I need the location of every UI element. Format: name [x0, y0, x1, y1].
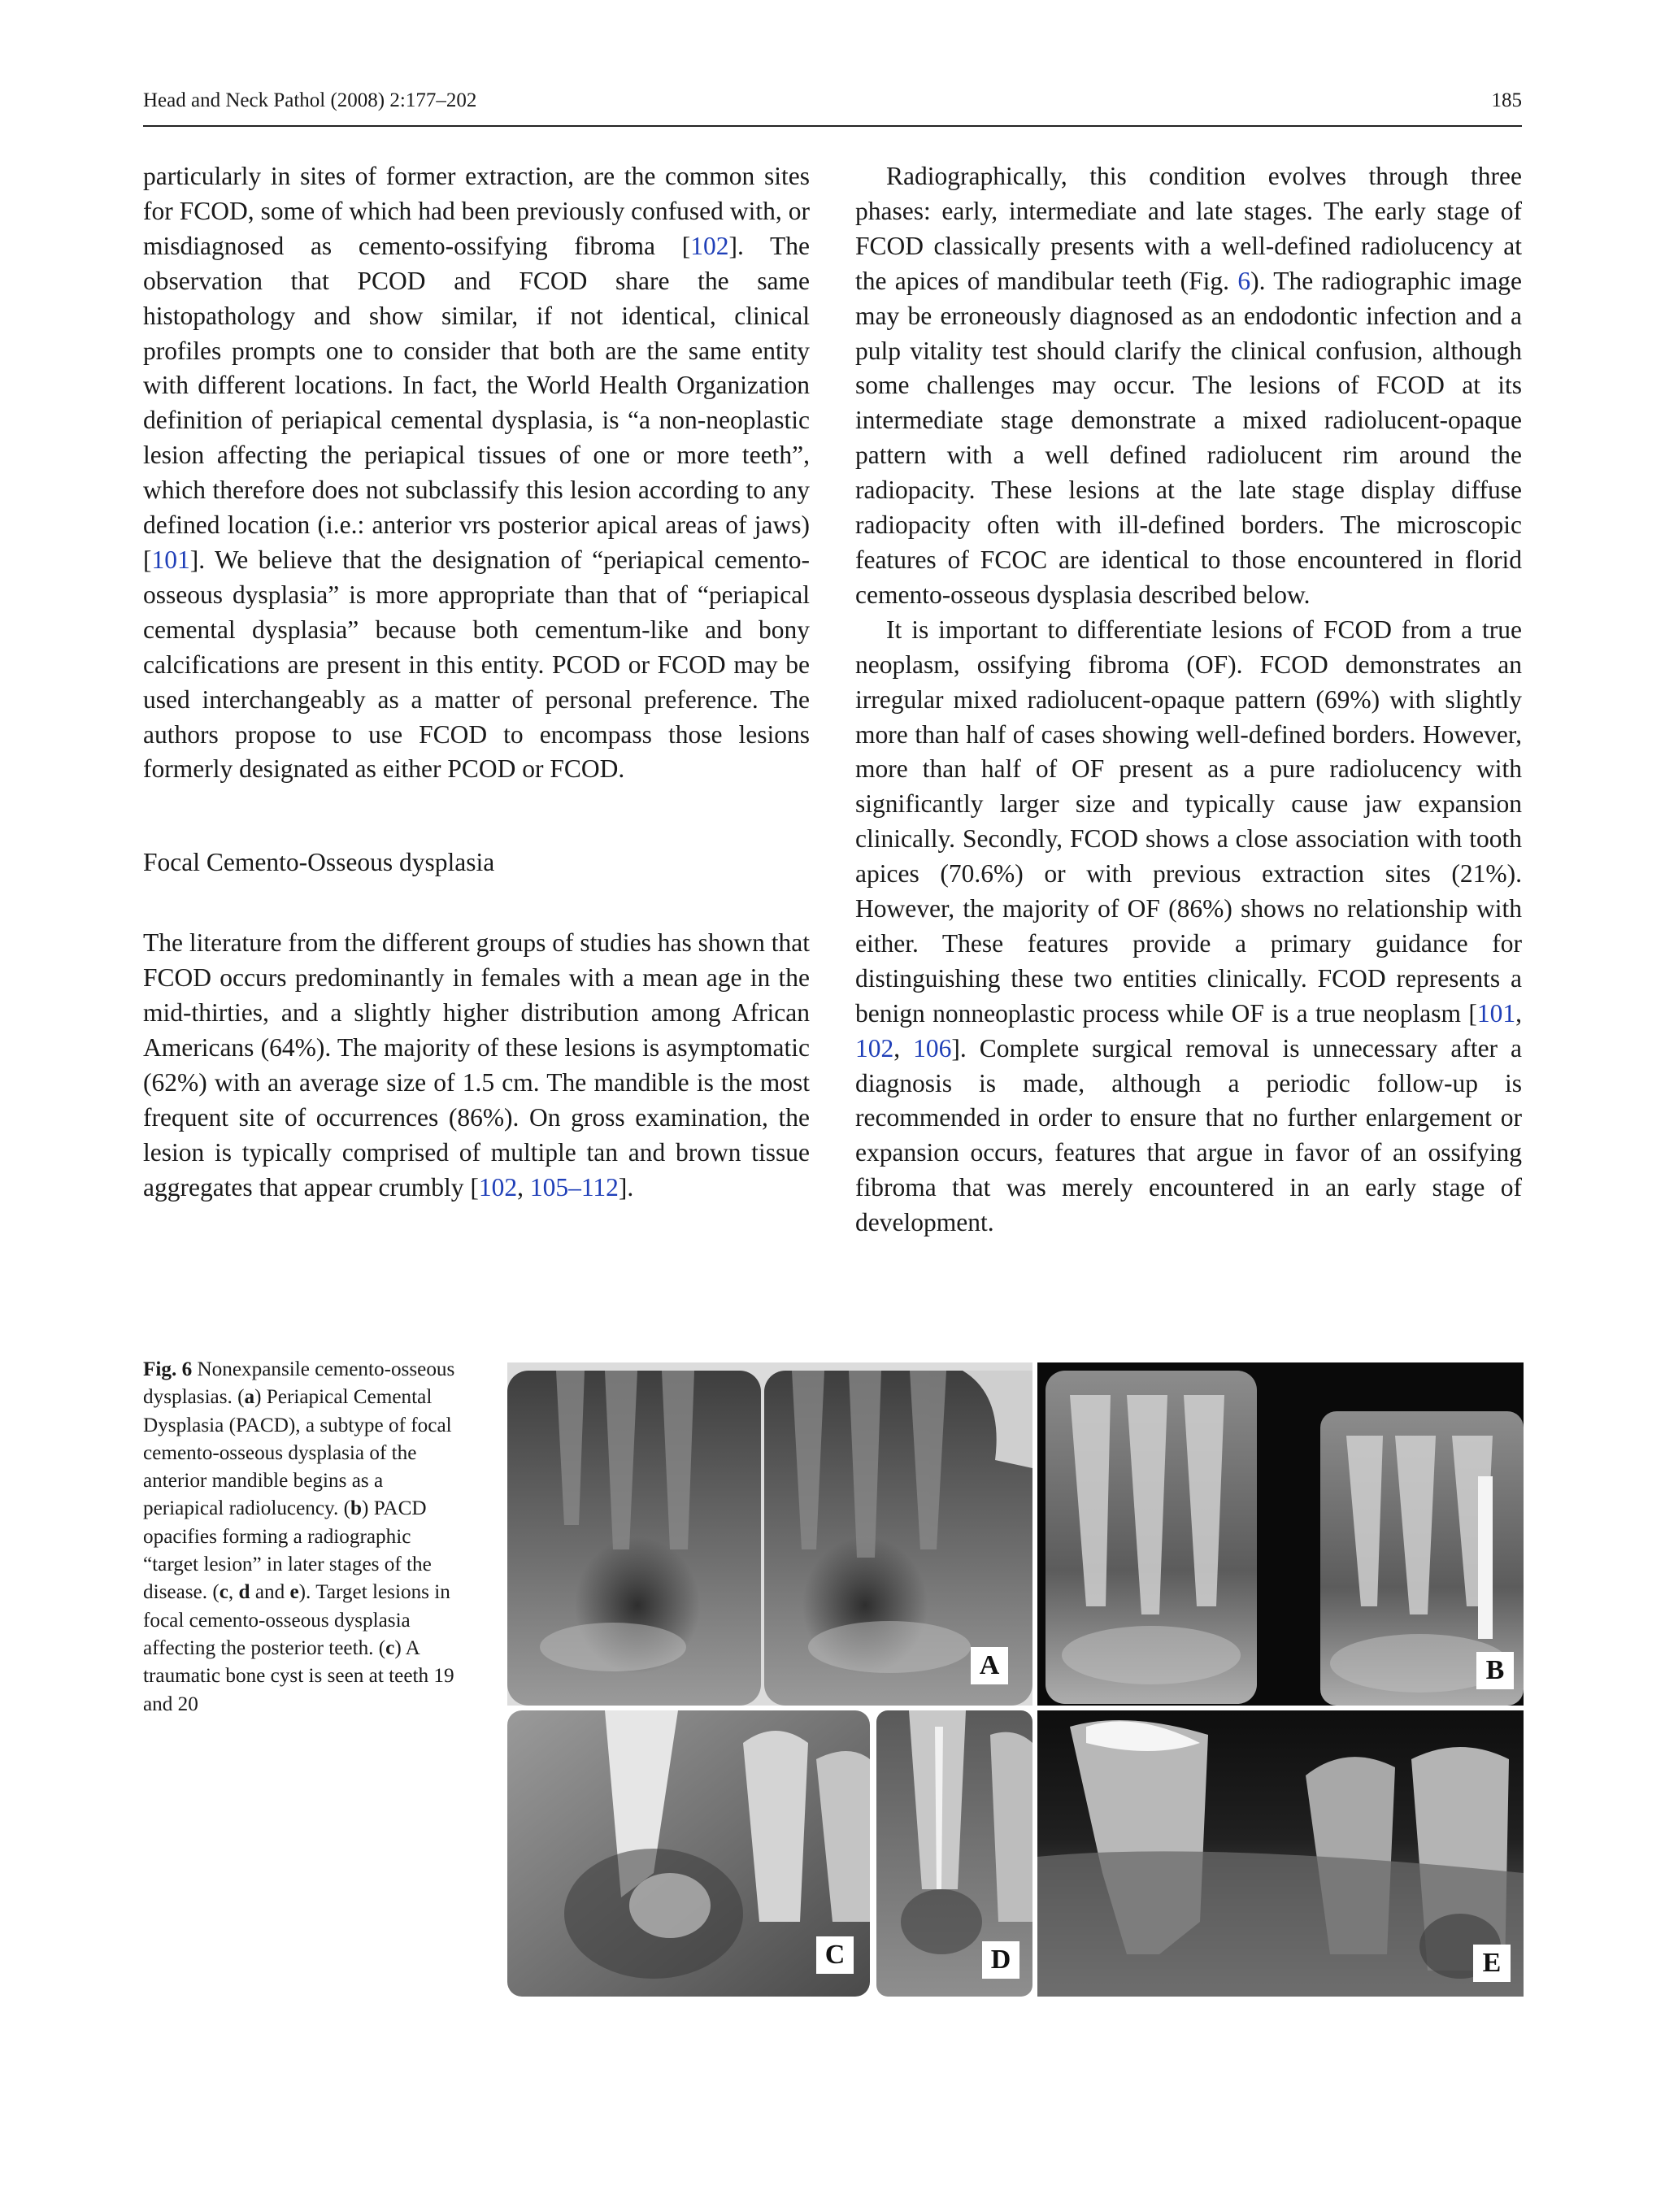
right-column: [855, 159, 1522, 1241]
text-run: ) Periapical Cemental Dysplasia (PACD), a subtype of focal cemento-osseous dysplasia of the anterior mandible begins as a periapical radiolucency. (: [143, 1386, 452, 1520]
text-run: e: [289, 1581, 299, 1604]
text-run: ). Target lesions in focal cemento-osseous dysplasia affecting the posterior teeth. (: [143, 1581, 450, 1659]
text-run: ,: [893, 1033, 914, 1063]
text-run: c: [219, 1581, 228, 1604]
radiograph-b-image: [1037, 1362, 1524, 1706]
citation-link[interactable]: 101: [1476, 998, 1516, 1028]
figure-link[interactable]: 6: [1237, 266, 1251, 295]
text-run: ). The radiographic image may be erroneously diagnosed as an endodontic infection and a pulp vitality test should clarify the clinical confusion, although some challenges may occur. The lesions of FCOD at its intermediate stage demonstrate a mixed radiolucent-opaque pattern with a well defined radiolucent rim around the radiopacity. These lesions at the late stage display diffuse radiopacity often with ill-defined borders. The microscopic features of FCOC are identical to those encountered in florid cemento-osseous dysplasia described below.: [855, 266, 1522, 609]
text-run: ,: [1515, 998, 1522, 1028]
figure-label: Fig. 6: [143, 1358, 193, 1380]
paragraph: [143, 159, 810, 787]
radiograph-panel-e: [1037, 1710, 1524, 1997]
text-run: d: [238, 1581, 250, 1604]
text-run: ]. We believe that the designation of “periapical cemento-osseous dysplasia” is more appropriate than that of “periapical cemental dysplasia” because both cementum-like and bony calcifications are present in this entity. PCOD or FCOD may be used interchangeably as a matter of personal preference. The authors propose to use FCOD to encompass those lesions formerly designated as either PCOD or FCOD.: [143, 545, 810, 784]
radiograph-panel-c: [507, 1710, 870, 1997]
text-run: a: [244, 1386, 255, 1409]
text-run: Nonexpansile cemento-osseous dysplasias. (: [143, 1358, 455, 1409]
figure-caption: [143, 1356, 456, 1719]
paragraph: [143, 926, 810, 1205]
text-run: ) PACD opacifies forming a radiographic “target lesion” in later stages of the disease. (: [143, 1497, 432, 1604]
radiograph-e-image: [1037, 1710, 1524, 1997]
paragraph: [855, 159, 1522, 613]
citation-link[interactable]: 102: [855, 1033, 894, 1063]
panel-label-a: A: [971, 1647, 1008, 1684]
citation-link[interactable]: 102: [690, 231, 729, 260]
text-run: ]. The observation that PCOD and FCOD share the same histopathology and show similar, if not identical, clinical profiles prompts one to consider that both are the same entity with different locations. In fact, the World Health Organization definition of periapical cemental dysplasia, is “a non-neoplastic lesion affecting the periapical tissues of one or more teeth”, which therefore does not subclassify this lesion according to any defined location (i.e.: anterior vrs posterior apical areas of jaws) [: [143, 231, 810, 574]
panel-label-e: E: [1473, 1945, 1511, 1982]
paragraph: [855, 613, 1522, 1241]
radiograph-panel-a: [507, 1362, 1032, 1706]
panel-label-d: D: [982, 1941, 1019, 1979]
section-heading: Focal Cemento-Osseous dysplasia: [143, 848, 495, 877]
running-header-journal: Head and Neck Pathol (2008) 2:177–202: [143, 89, 477, 111]
text-run: ,: [517, 1172, 530, 1202]
panel-label-b: B: [1476, 1652, 1514, 1689]
text-run: ]. Complete surgical removal is unnecessary after a diagnosis is made, although a periodic follow-up is recommended in order to ensure that no further enlargement or expansion occurs, features that argue in favor of an ossifying fibroma that was merely encountered in an early stage of development.: [855, 1033, 1523, 1237]
panel-label-c: C: [816, 1936, 854, 1974]
radiograph-panel-d: [876, 1710, 1032, 1997]
citation-link[interactable]: 105–112: [529, 1172, 619, 1202]
text-run: The literature from the different groups of studies has shown that FCOD occurs predominantly in females with a mean age in the mid-thirties, and a slightly higher distribution among African Americans (64%). The majority of these lesions is asymptomatic (62%) with an average size of 1.5 cm. The mandible is the most frequent site of occurrences (86%). On gross examination, the lesion is typically comprised of multiple tan and brown tissue aggregates that appear crumbly [: [143, 928, 810, 1202]
text-run: ) A traumatic bone cyst is seen at teeth 19 and 20: [143, 1636, 454, 1715]
citation-link[interactable]: 101: [151, 545, 190, 574]
text-run: particularly in sites of former extraction, are the common sites for FCOD, some of which had been previously confused with, or misdiagnosed as cemento-ossifying fibroma [: [143, 162, 810, 260]
radiograph-a-image: [507, 1362, 1032, 1706]
citation-link[interactable]: 106: [913, 1033, 952, 1063]
text-run: c: [385, 1636, 395, 1659]
radiograph-panel-b: [1037, 1362, 1524, 1706]
left-column: [143, 159, 810, 1205]
header-rule: [143, 125, 1522, 127]
citation-link[interactable]: 102: [478, 1172, 518, 1202]
text-run: and: [250, 1581, 290, 1604]
text-run: b: [350, 1497, 363, 1520]
page-number: 185: [1491, 89, 1522, 111]
text-run: Radiographically, this condition evolves through three phases: early, intermediate and late stages. The early stage of FCOD classically presents with a well-defined radiolucency at the apices of mandibular teeth (Fig.: [855, 162, 1522, 295]
text-run: It is important to differentiate lesions of FCOD from a true neoplasm, ossifying fibroma (OF). FCOD demonstrates an irregular mixed radiolucent-opaque pattern (69%) with slightly more than half of cases showing well-defined borders. However, more than half of OF present as a pure radiolucency with significantly larger size and typically cause jaw expansion clinically. Secondly, FCOD shows a close association with tooth apices (70.6%) or with previous extraction sites (21%). However, the majority of OF (86%) shows no relationship with either. These features provide a primary guidance for distinguishing these two entities clinically. FCOD represents a benign nonneoplastic process while OF is a true neoplasm [: [855, 615, 1522, 1028]
text-run: ,: [228, 1581, 239, 1604]
text-run: ].: [618, 1172, 634, 1202]
